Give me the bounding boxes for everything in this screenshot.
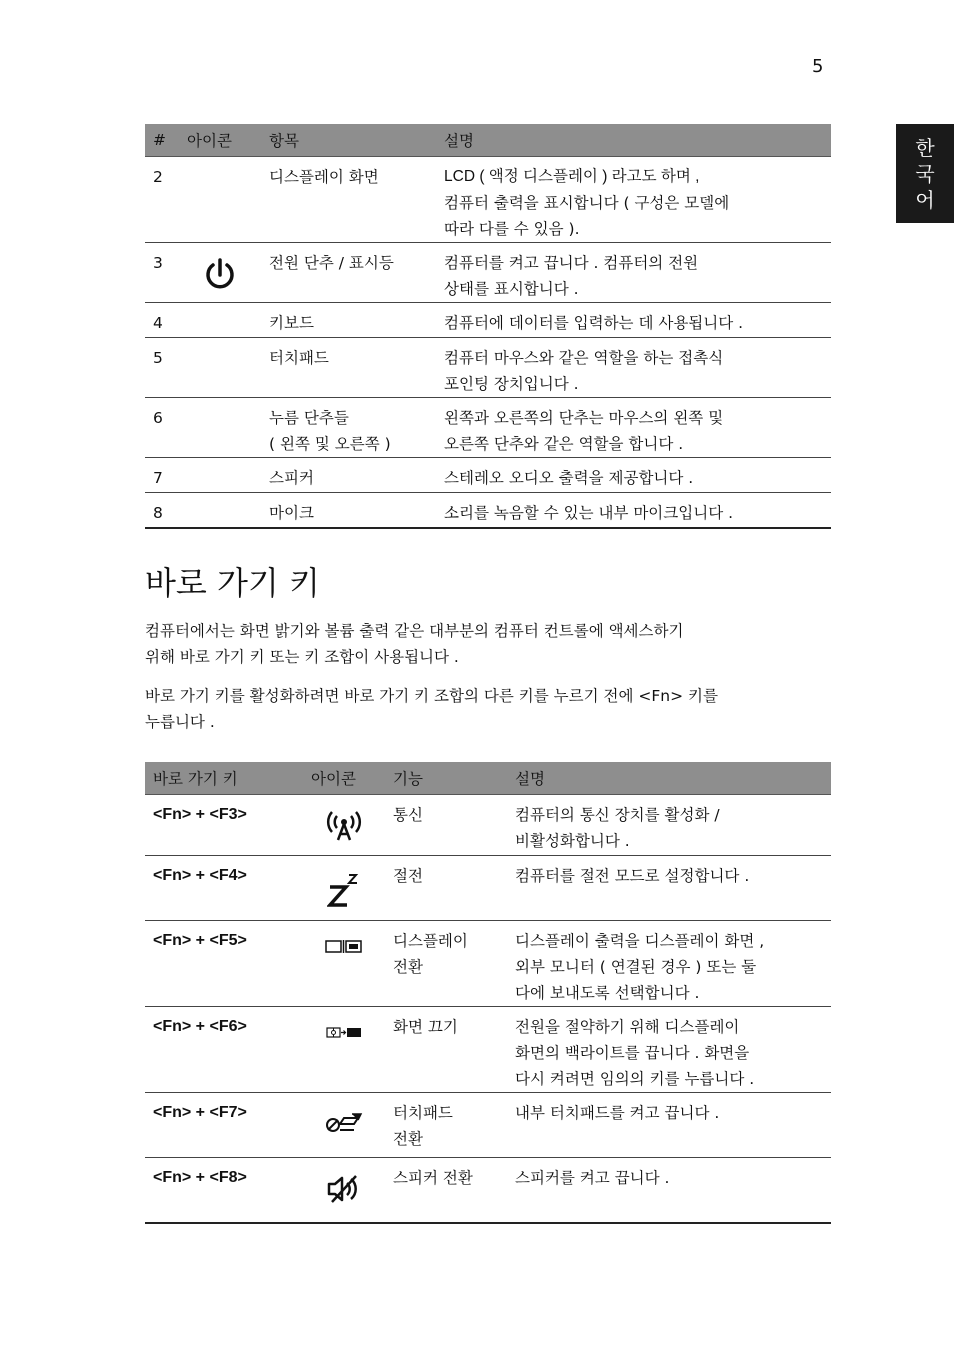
row-description [507, 1158, 831, 1223]
row-description [436, 303, 831, 338]
row-number: 4 [145, 303, 179, 338]
table-row [145, 856, 831, 921]
desc-line: 화면의 백라이트를 끕니다 . 화면을 [515, 1044, 750, 1062]
row-item: 전원 단추 / 표시등 [261, 243, 436, 303]
power-icon [201, 256, 239, 294]
section-title: 바로 가기 키 [145, 564, 320, 602]
desc-line: 다에 보내도록 선택합니다 . [515, 984, 700, 1002]
page-number: 5 [812, 56, 824, 77]
desc-line: 전원을 절약하기 위해 디스플레이 [515, 1018, 740, 1036]
language-tab [896, 124, 954, 223]
col-header-number: # [145, 124, 179, 157]
components-table [145, 124, 831, 529]
col-header-icon: 아이콘 [303, 762, 385, 795]
row-function [385, 795, 507, 856]
row-description [507, 795, 831, 856]
row-icon [303, 1093, 385, 1158]
row-icon [179, 243, 261, 303]
row-icon [303, 1007, 385, 1093]
paragraph-line: 컴퓨터에서는 화면 밝기와 볼륨 출력 같은 대부분의 컴퓨터 컨트롤에 액세스하기 [145, 622, 684, 640]
row-number: 7 [145, 458, 179, 493]
function-line: 전환 [393, 958, 423, 976]
row-description [436, 398, 831, 458]
row-icon [303, 856, 385, 921]
table-row [145, 458, 831, 493]
desc-line: 다시 켜려면 임의의 키를 누릅니다 . [515, 1070, 755, 1088]
table-row [145, 1007, 831, 1093]
table-row [145, 1093, 831, 1158]
table-row [145, 398, 831, 458]
row-description [507, 1093, 831, 1158]
row-item: 마이크 [261, 493, 436, 528]
table-row [145, 795, 831, 856]
table-row [145, 157, 831, 243]
paragraph-line: 바로 가기 키를 활성화하려면 바로 가기 키 조합의 다른 키를 누르기 전에 <Fn> 키를 [145, 687, 718, 705]
desc-line: 디스플레이 출력을 디스플레이 화면 , [515, 932, 765, 950]
col-header-description: 설명 [436, 124, 831, 157]
function-line: 터치패드 [393, 1104, 453, 1122]
desc-line: LCD ( 액정 디스플레이 ) 라고도 하며 , [444, 168, 700, 185]
table-row [145, 921, 831, 1007]
row-number: 2 [145, 157, 179, 243]
col-header-hotkey: 바로 가기 키 [145, 762, 303, 795]
item-line: 누름 단추들 [269, 409, 349, 427]
hotkey: <Fn> + <F7> [145, 1093, 303, 1158]
row-icon [179, 398, 261, 458]
sleep-icon [327, 871, 361, 909]
col-header-icon: 아이콘 [179, 124, 261, 157]
row-description [507, 921, 831, 1007]
paragraph-line: 위해 바로 가기 키 또는 키 조합이 사용됩니다 . [145, 648, 459, 666]
hotkey: <Fn> + <F3> [145, 795, 303, 856]
row-function [385, 856, 507, 921]
row-item [261, 398, 436, 458]
row-description [436, 243, 831, 303]
desc-line: 컴퓨터를 켜고 끕니다 . 컴퓨터의 전원 [444, 254, 699, 272]
row-item: 터치패드 [261, 338, 436, 398]
hotkey: <Fn> + <F6> [145, 1007, 303, 1093]
row-item: 키보드 [261, 303, 436, 338]
row-function [385, 1007, 507, 1093]
row-icon [179, 493, 261, 528]
row-icon [303, 921, 385, 1007]
table-row [145, 303, 831, 338]
touchpad-toggle-icon [324, 1110, 364, 1136]
hotkeys-table [145, 762, 831, 1224]
row-description [436, 493, 831, 528]
wireless-icon [324, 810, 364, 844]
desc-line: 스피커를 켜고 끕니다 . [515, 1169, 670, 1187]
desc-line: 스테레오 오디오 출력을 제공합니다 . [444, 469, 694, 487]
col-header-function: 기능 [385, 762, 507, 795]
language-tab-char: 국 [915, 161, 935, 186]
screen-off-icon [324, 1024, 364, 1042]
desc-line: 외부 모니터 ( 연결된 경우 ) 또는 둘 [515, 958, 757, 976]
display-toggle-icon [324, 938, 364, 956]
hotkey: <Fn> + <F8> [145, 1158, 303, 1223]
language-tab-char: 한 [915, 135, 935, 160]
desc-line: 왼쪽과 오른쪽의 단추는 마우스의 왼쪽 및 [444, 409, 724, 427]
table-row [145, 1158, 831, 1223]
row-function [385, 1158, 507, 1223]
row-description [436, 458, 831, 493]
col-header-item: 항목 [261, 124, 436, 157]
row-number: 6 [145, 398, 179, 458]
paragraph-line: 누릅니다 . [145, 713, 215, 731]
desc-line: 컴퓨터 출력을 표시합니다 ( 구성은 모델에 [444, 194, 730, 212]
row-icon [303, 1158, 385, 1223]
row-number: 8 [145, 493, 179, 528]
row-number: 5 [145, 338, 179, 398]
row-description [436, 338, 831, 398]
row-item: 스피커 [261, 458, 436, 493]
row-function [385, 1093, 507, 1158]
hotkey: <Fn> + <F5> [145, 921, 303, 1007]
desc-line: 따라 다를 수 있음 ). [444, 220, 580, 238]
row-icon [303, 795, 385, 856]
row-item: 디스플레이 화면 [261, 157, 436, 243]
row-icon [179, 157, 261, 243]
table-row [145, 493, 831, 528]
desc-line: 컴퓨터 마우스와 같은 역할을 하는 접촉식 [444, 349, 724, 367]
desc-line: 상태를 표시합니다 . [444, 280, 579, 298]
function-line: 화면 끄기 [393, 1018, 458, 1036]
function-line: 절전 [393, 867, 423, 885]
desc-line: 비활성화합니다 . [515, 832, 630, 850]
function-line: 스피커 전환 [393, 1169, 473, 1187]
row-icon [179, 303, 261, 338]
desc-line: 내부 터치패드를 켜고 끕니다 . [515, 1104, 720, 1122]
intro-paragraph [145, 618, 835, 670]
table-row [145, 243, 831, 303]
function-line: 전환 [393, 1130, 423, 1148]
row-description [507, 856, 831, 921]
table-row [145, 338, 831, 398]
language-tab-char: 어 [915, 187, 935, 212]
row-number: 3 [145, 243, 179, 303]
desc-line: 컴퓨터를 절전 모드로 설정합니다 . [515, 867, 750, 885]
desc-line: 컴퓨터의 통신 장치를 활성화 / [515, 806, 720, 824]
instruction-paragraph [145, 683, 835, 735]
row-function [385, 921, 507, 1007]
function-line: 통신 [393, 806, 423, 824]
function-line: 디스플레이 [393, 932, 468, 950]
row-description [436, 157, 831, 243]
col-header-description: 설명 [507, 762, 831, 795]
desc-line: 포인팅 장치입니다 . [444, 375, 579, 393]
desc-line: 소리를 녹음할 수 있는 내부 마이크입니다 . [444, 504, 734, 522]
hotkey: <Fn> + <F4> [145, 856, 303, 921]
desc-line: 오른쪽 단추와 같은 역할을 합니다 . [444, 435, 684, 453]
item-line: ( 왼쪽 및 오른쪽 ) [269, 435, 391, 453]
row-icon [179, 338, 261, 398]
row-description [507, 1007, 831, 1093]
speaker-mute-icon [324, 1173, 364, 1205]
desc-line: 컴퓨터에 데이터를 입력하는 데 사용됩니다 . [444, 314, 744, 332]
row-icon [179, 458, 261, 493]
